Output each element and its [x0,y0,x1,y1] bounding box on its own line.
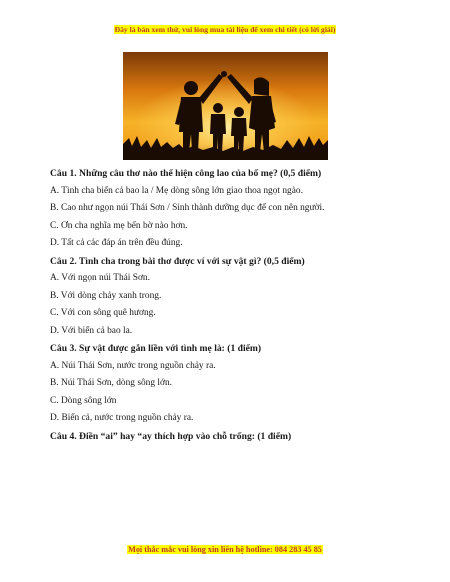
question-2-option-b: B. Với dòng chảy xanh trong. [50,290,162,301]
question-3-option-d: D. Biển cả, nước trong nguồn chảy ra. [50,413,194,423]
question-3-option-a: A. Núi Thái Sơn, nước trong nguồn chảy ra. [50,360,216,371]
preview-notice [0,25,450,34]
question-2-option-c: C. Với con sông quê hương. [50,308,156,318]
question-2-option-a: A. Với ngọn núi Thái Sơn. [50,273,150,283]
hotline-notice [0,545,450,554]
question-2-option-d: D. Với biển cả bao la. [50,325,133,336]
question-1-option-b: B. Cao như ngọn núi Thái Sơn / Sinh thành dưỡng dục để con nên người. [50,203,325,213]
question-1-option-a: A. Tình cha biển cả bao la / Mẹ dòng sông lớn giao thoa ngọt ngào. [50,185,303,196]
question-list [50,165,420,445]
question-1-title: Câu 1. Những câu thơ nào thể hiện công lao của bố mẹ? (0,5 điểm) [50,168,322,179]
question-1-option-d: D. Tất cả các đáp án trên đều đúng. [50,238,183,248]
question-3-option-c: C. Dòng sông lớn [50,395,117,406]
family-silhouette-image [123,52,328,160]
preview-notice-text: Đây là bản xem thử, vui lòng mua tài liệu để xem chi tiết (có lời giải) [114,25,336,34]
question-4-title: Câu 4. Điền “ai” hay “ay thích hợp vào chỗ trống: (1 điểm) [50,430,292,442]
hotline-notice-text: Mọi thắc mắc vui lòng xin liên hệ hotline: 084 283 45 85 [128,545,322,554]
question-3-title: Câu 3. Sự vật được gắn liền với tình mẹ là: (1 điểm) [50,343,262,354]
question-2-title: Câu 2. Tình cha trong bài thơ được ví với sự vật gì? (0,5 điểm) [50,255,305,267]
question-1-option-c: C. Ơn cha nghĩa mẹ bến bờ nào hơn. [50,220,188,231]
question-3-option-b: B. Núi Thái Sơn, dòng sông lớn. [50,378,172,388]
